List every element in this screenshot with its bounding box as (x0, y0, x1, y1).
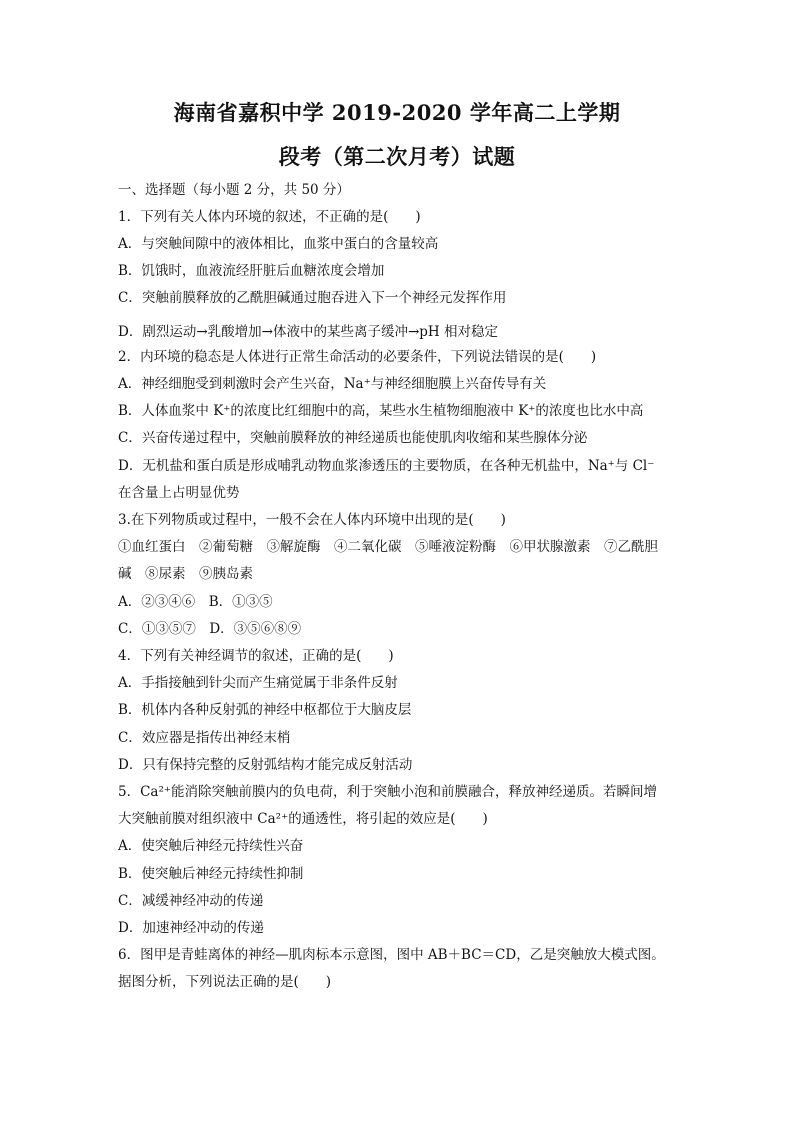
q5-option-c: C．减缓神经冲动的传递 (118, 893, 264, 909)
q3-options-ab: A．②③④⑥ B．①③⑤ (118, 594, 273, 610)
question-6-cont: 据图分析，下列说法正确的是( ) (118, 974, 332, 990)
question-4: 4．下列有关神经调节的叙述，正确的是( ) (118, 648, 394, 664)
question-6: 6．图甲是青蛙离体的神经—肌肉标本示意图，图中 AB＋BC＝CD，乙是突触放大模式图。 (118, 947, 665, 963)
q2-option-b: B．人体血浆中 K⁺的浓度比红细胞中的高，某些水生植物细胞液中 K⁺的浓度也比水中高 (118, 403, 644, 419)
question-3: 3.在下列物质或过程中，一般不会在人体内环境中出现的是( ) (118, 512, 506, 528)
q4-option-a: A．手指接触到针尖而产生痛觉属于非条件反射 (118, 675, 398, 691)
q4-option-b: B．机体内各种反射弧的神经中枢都位于大脑皮层 (118, 702, 412, 718)
q1-option-d: D．剧烈运动→乳酸增加→体液中的某些离子缓冲→pH 相对稳定 (118, 324, 498, 340)
q1-option-c: C．突触前膜释放的乙酰胆碱通过胞吞进入下一个神经元发挥作用 (118, 290, 507, 306)
question-5: 5．Ca²⁺能消除突触前膜内的负电荷，利于突触小泡和前膜融合，释放神经递质。若瞬间增 (118, 784, 658, 800)
q3-items-cont: 碱 ⑧尿素 ⑨胰岛素 (118, 566, 253, 582)
q3-items: ①血红蛋白 ②葡萄糖 ③解旋酶 ④二氧化碳 ⑤唾液淀粉酶 ⑥甲状腺激素 ⑦乙酰胆 (118, 539, 658, 555)
question-5-cont: 大突触前膜对组织液中 Ca²⁺的通透性，将引起的效应是( ) (118, 811, 488, 827)
q5-option-d: D．加速神经冲动的传递 (118, 920, 264, 936)
q2-option-d: D．无机盐和蛋白质是形成哺乳动物血浆渗透压的主要物质，在各种无机盐中，Na⁺与 Cl⁻ (118, 458, 655, 474)
exam-title: 海南省嘉积中学 2019-2020 学年高二上学期 (173, 100, 621, 125)
q3-options-cd: C．①③⑤⑦ D．③⑤⑥⑧⑨ (118, 621, 302, 637)
question-2: 2．内环境的稳态是人体进行正常生命活动的必要条件，下列说法错误的是( ) (118, 349, 597, 365)
q1-option-a: A．与突触间隙中的液体相比，血浆中蛋白的含量较高 (118, 236, 439, 252)
q4-option-d: D．只有保持完整的反射弧结构才能完成反射活动 (118, 757, 413, 773)
q1-option-b: B．饥饿时，血液流经肝脏后血糖浓度会增加 (118, 263, 385, 279)
question-1: 1．下列有关人体内环境的叙述，不正确的是( ) (118, 209, 421, 225)
q4-option-c: C．效应器是指传出神经末梢 (118, 730, 291, 746)
q2-option-c: C．兴奋传递过程中，突触前膜释放的神经递质也能使肌肉收缩和某些腺体分泌 (118, 430, 588, 446)
section-heading: 一、选择题（每小题 2 分，共 50 分） (118, 182, 350, 198)
exam-subtitle: 段考（第二次月考）试题 (278, 144, 516, 169)
q2-option-d-cont: 在含量上占明显优势 (118, 485, 240, 501)
q2-option-a: A．神经细胞受到刺激时会产生兴奋，Na⁺与神经细胞膜上兴奋传导有关 (118, 376, 547, 392)
q5-option-a: A．使突触后神经元持续性兴奋 (118, 838, 304, 854)
q5-option-b: B．使突触后神经元持续性抑制 (118, 866, 304, 882)
